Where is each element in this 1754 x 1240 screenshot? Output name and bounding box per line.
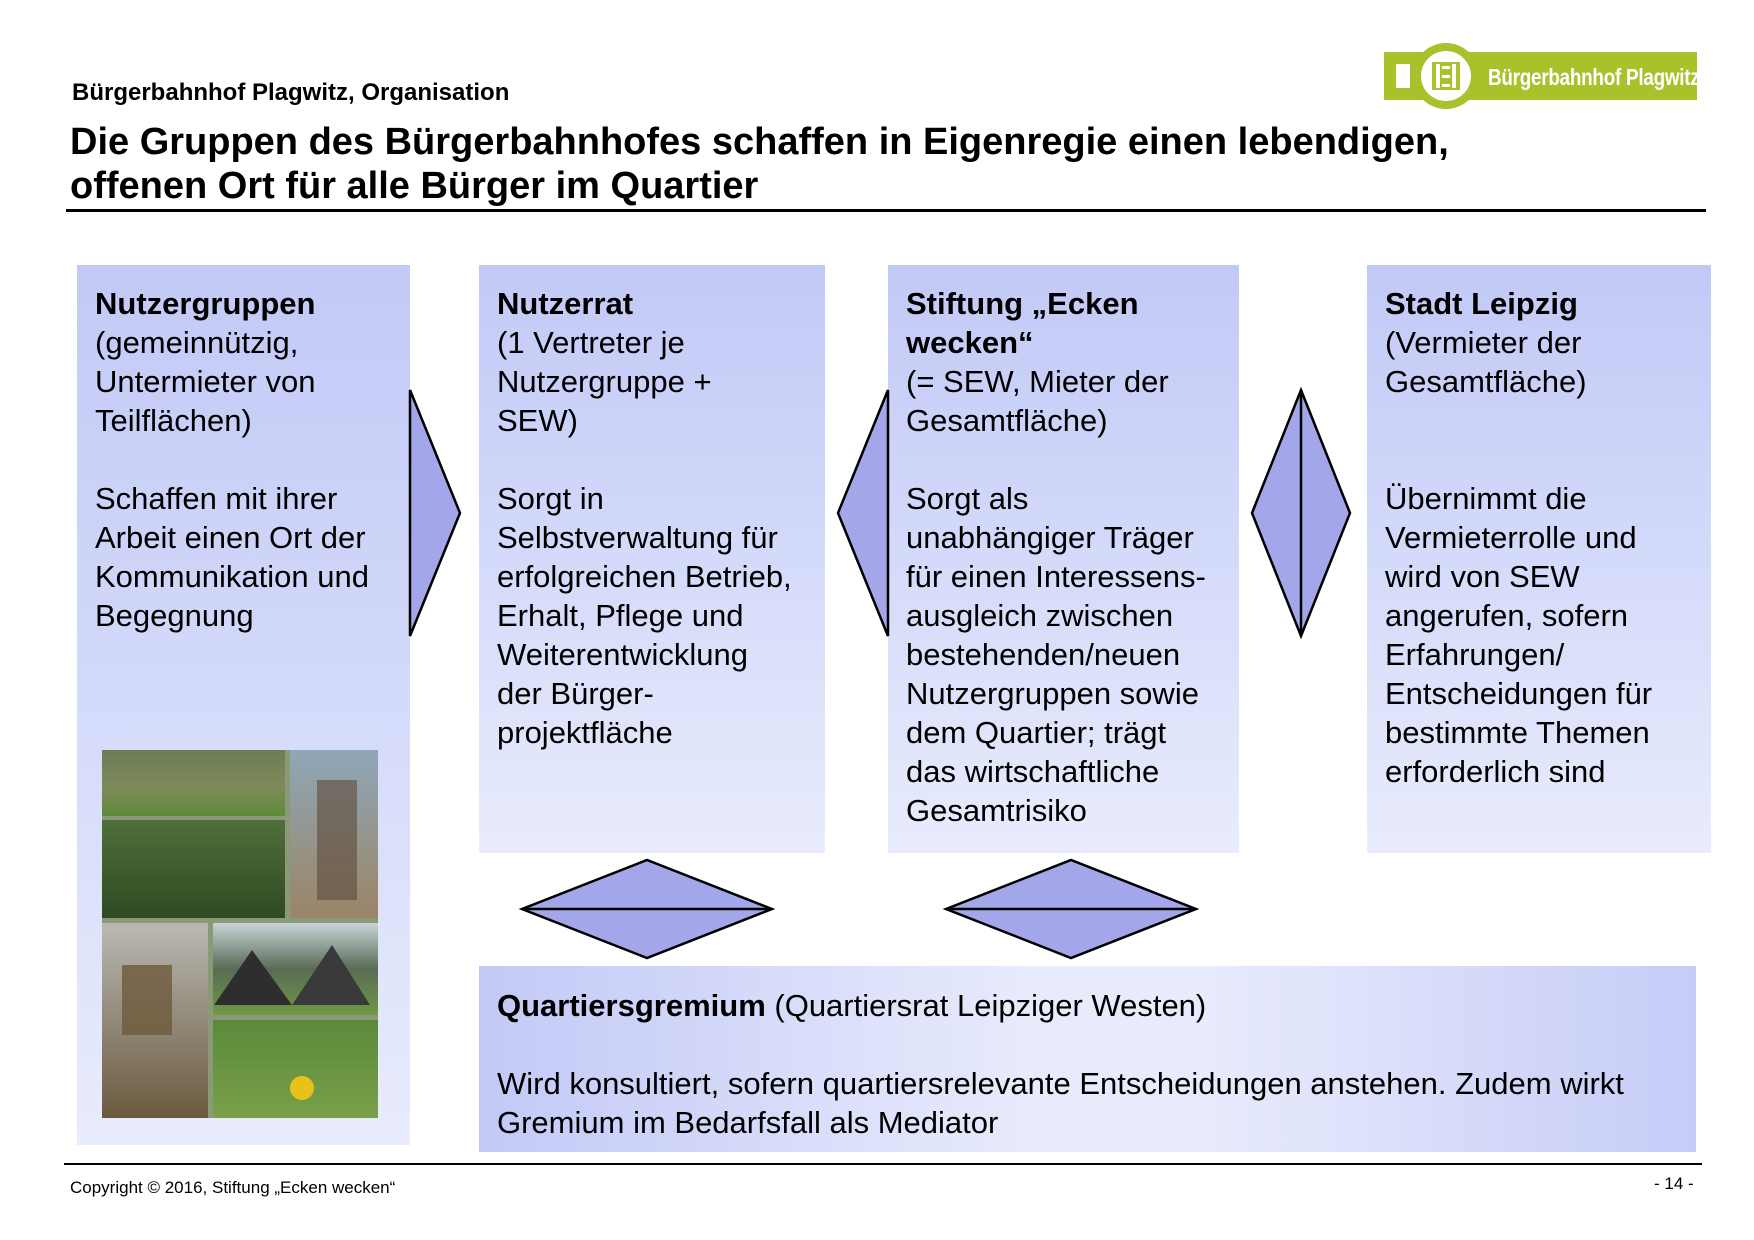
stiftung-body-line: das wirtschaftliche [906, 754, 1160, 789]
stadt-body-line: erforderlich sind [1385, 754, 1606, 789]
nutzerrat-text [497, 284, 792, 752]
slide-title [70, 120, 1630, 208]
nutzerrat-line: (1 Vertreter je [497, 325, 685, 360]
stiftung-body-line: Gesamtrisiko [906, 793, 1087, 828]
title-line-1: Die Gruppen des Bürgerbahnhofes schaffen in Eigenregie einen lebendigen, [70, 121, 1449, 163]
nutzergruppen-body-line: Kommunikation und [95, 559, 369, 594]
title-divider [66, 209, 1706, 212]
photo-collage-image [102, 750, 378, 1118]
diamond-horizontal-icon [946, 860, 1196, 958]
quartier-body-line: Wird konsultiert, sofern quartiersrelevante Entscheidungen anstehen. Zudem wirkt [497, 1066, 1624, 1101]
quartier-text [497, 986, 1624, 1142]
stadt-line: Gesamtfläche) [1385, 364, 1587, 399]
quartier-heading-row [497, 986, 1624, 1025]
title-line-2: offenen Ort für alle Bürger im Quartier [70, 165, 759, 207]
buergerbahnhof-logo [1384, 42, 1700, 110]
quartier-heading-suffix: (Quartiersrat Leipziger Westen) [765, 988, 1207, 1023]
nutzergruppen-line: Untermieter von [95, 364, 316, 399]
stiftung-body-line: bestehenden/neuen [906, 637, 1181, 672]
stadt-body-line: Vermieterrolle und [1385, 520, 1637, 555]
logo-emblem-icon [1384, 42, 1484, 110]
stiftung-body-line: ausgleich zwischen [906, 598, 1174, 633]
stadt-text [1385, 284, 1652, 791]
nutzerrat-body-line: Weiterentwicklung [497, 637, 748, 672]
stiftung-body-line: Nutzergruppen sowie [906, 676, 1199, 711]
stiftung-body-line: Sorgt als [906, 481, 1029, 516]
nutzergruppen-body-line: Arbeit einen Ort der [95, 520, 366, 555]
stiftung-line: Gesamtfläche) [906, 403, 1108, 438]
page-number: - 14 - [1654, 1174, 1694, 1193]
copyright-text: Copyright © 2016, Stiftung „Ecken wecken“ [70, 1178, 396, 1197]
diamond-vertical-icon [1252, 390, 1350, 636]
stiftung-text [906, 284, 1206, 830]
stadt-body-line: Erfahrungen/ [1385, 637, 1565, 672]
nutzerrat-body-line: projektfläche [497, 715, 673, 750]
nutzerrat-body-line: der Bürger- [497, 676, 654, 711]
stadt-body-line: angerufen, sofern [1385, 598, 1629, 633]
stadt-body-line: bestimmte Themen [1385, 715, 1650, 750]
arrow-right-icon [410, 390, 460, 636]
stadt-body-line: Entscheidungen für [1385, 676, 1653, 711]
nutzerrat-body-line: Sorgt in [497, 481, 604, 516]
logo-text: Bürgerbahnhof Plagwitz [1488, 64, 1700, 90]
nutzergruppen-body-line: Begegnung [95, 598, 254, 633]
nutzerrat-line: Nutzergruppe + [497, 364, 712, 399]
nutzergruppen-line: Teilflächen) [95, 403, 252, 438]
stadt-heading: Stadt Leipzig [1385, 286, 1578, 321]
nutzergruppen-text [95, 284, 369, 635]
stiftung-body-line: unabhängiger Träger [906, 520, 1194, 555]
stiftung-heading: wecken“ [906, 325, 1034, 360]
diamond-horizontal-icon [522, 860, 772, 958]
nutzerrat-line: SEW) [497, 403, 578, 438]
nutzergruppen-heading: Nutzergruppen [95, 286, 316, 321]
stadt-body-line: Übernimmt die [1385, 481, 1587, 516]
photo-collage [102, 750, 378, 1118]
nutzergruppen-body-line: Schaffen mit ihrer [95, 481, 338, 516]
nutzerrat-body-line: erfolgreichen Betrieb, [497, 559, 792, 594]
nutzerrat-heading: Nutzerrat [497, 286, 634, 321]
stadt-body-line: wird von SEW [1385, 559, 1580, 594]
stiftung-body-line: für einen Interessens- [906, 559, 1206, 594]
nutzergruppen-line: (gemeinnützig, [95, 325, 299, 360]
stadt-line: (Vermieter der [1385, 325, 1582, 360]
slide-subtitle: Bürgerbahnhof Plagwitz, Organisation [72, 79, 510, 106]
quartier-body-line: Gremium im Bedarfsfall als Mediator [497, 1105, 999, 1140]
nutzerrat-body-line: Erhalt, Pflege und [497, 598, 744, 633]
arrow-left-icon [838, 390, 888, 636]
footer-divider [64, 1163, 1702, 1165]
stiftung-line: (= SEW, Mieter der [906, 364, 1169, 399]
quartier-heading: Quartiersgremium [497, 988, 766, 1023]
stiftung-heading: Stiftung „Ecken [906, 286, 1139, 321]
stiftung-body-line: dem Quartier; trägt [906, 715, 1167, 750]
nutzerrat-body-line: Selbstverwaltung für [497, 520, 778, 555]
